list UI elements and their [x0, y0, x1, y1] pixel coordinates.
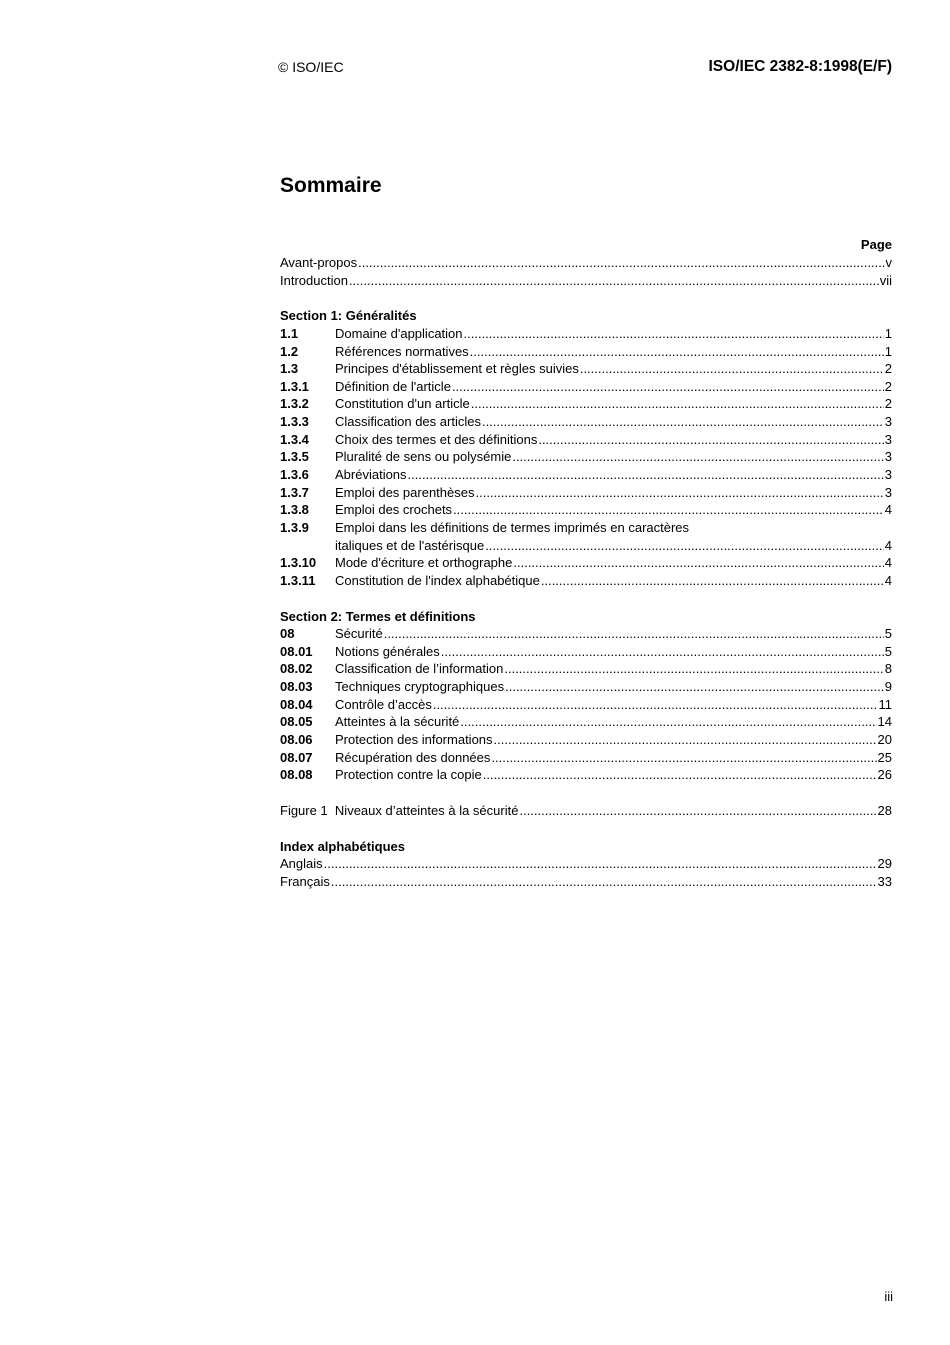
toc-entry-page: 29: [877, 856, 892, 872]
toc-entry-page: 8: [884, 661, 892, 677]
toc-entry[interactable]: [280, 378, 892, 396]
toc-entry[interactable]: [280, 431, 892, 449]
toc-entry-number: 1.3.5: [280, 449, 309, 465]
toc-entry-number: 08.06: [280, 732, 313, 748]
toc-entry-number: 1.3.7: [280, 484, 309, 500]
toc-entry-page: v: [885, 255, 892, 270]
toc-entry-page: 3: [884, 449, 892, 465]
index-heading: Index alphabétiques: [280, 838, 405, 854]
dot-leader: [475, 484, 883, 502]
toc-entry[interactable]: [280, 643, 892, 661]
section-1-heading: Section 1: Généralités: [280, 308, 417, 324]
dot-leader: [483, 766, 877, 784]
toc-entry-page: 2: [884, 378, 892, 394]
dot-leader: [452, 378, 884, 396]
dot-leader: [485, 537, 884, 555]
toc-entry-text: italiques et de l'astérisque: [335, 537, 485, 553]
toc-entry-text: Anglais: [280, 856, 323, 872]
toc-entry-page: 26: [877, 767, 892, 783]
toc-entry[interactable]: [280, 325, 892, 343]
toc-entry-number: 1.3: [280, 361, 299, 377]
toc-entry-page: 20: [877, 732, 892, 748]
dot-leader: [494, 731, 877, 749]
header-document-id: ISO/IEC 2382-8:1998(E/F): [708, 58, 892, 75]
toc-entry-text: Introduction: [280, 272, 348, 288]
toc-entry-page: 1: [884, 343, 892, 359]
toc-entry-text: Contrôle d’accès: [335, 696, 432, 712]
toc-entry-page: 5: [884, 643, 892, 659]
toc-entry[interactable]: [280, 766, 892, 784]
toc-entry-text: Choix des termes et des définitions: [335, 431, 538, 447]
toc-entry-text: Abréviations: [335, 467, 407, 483]
dot-leader: [384, 625, 884, 643]
dot-leader: [482, 413, 884, 431]
toc-entry[interactable]: [280, 484, 892, 502]
toc-entry[interactable]: [280, 554, 892, 572]
toc-entry-number: 1.3.4: [280, 431, 309, 447]
toc-entry[interactable]: [280, 678, 892, 696]
toc-entry-number: 1.3.9: [280, 519, 309, 535]
toc-entry-number: 08.01: [280, 643, 313, 659]
toc-entry[interactable]: [280, 360, 892, 378]
dot-leader: [358, 254, 884, 272]
dot-leader: [513, 554, 883, 572]
dot-leader: [441, 643, 884, 661]
toc-entry-text: Constitution de l'index alphabétique: [335, 572, 540, 588]
toc-entry[interactable]: [280, 625, 892, 643]
toc-entry-number: 08.07: [280, 749, 313, 765]
header-copyright: © ISO/IEC: [278, 59, 344, 75]
toc-entry[interactable]: [280, 448, 892, 466]
toc-entry-text: Définition de l'article: [335, 378, 451, 394]
toc-entry-text: Emploi des crochets: [335, 502, 453, 518]
toc-entry-page: 2: [884, 396, 892, 412]
toc-entry[interactable]: [280, 572, 892, 590]
toc-entry-text: Notions générales: [335, 643, 440, 659]
toc-entry-text: Classification de l’information: [335, 661, 504, 677]
toc-entry[interactable]: [280, 696, 892, 714]
toc-entry-page: 4: [884, 555, 892, 571]
toc-entry-text: Emploi dans les définitions de termes imprimés en caractères: [335, 519, 690, 535]
dot-leader: [470, 343, 884, 361]
dot-leader: [505, 678, 884, 696]
toc-entry-text: Références normatives: [335, 343, 469, 359]
toc-entry[interactable]: [280, 466, 892, 484]
toc-entry[interactable]: [280, 660, 892, 678]
toc-entry-index-francais[interactable]: [280, 873, 892, 891]
toc-entry-page: 4: [884, 537, 892, 553]
toc-entry-text: Techniques cryptographiques: [335, 679, 505, 695]
footer-page-number: iii: [884, 1289, 893, 1304]
toc-entry-page: 28: [877, 802, 892, 818]
dot-leader: [324, 855, 877, 873]
toc-entry[interactable]: [280, 713, 892, 731]
toc-entry[interactable]: [280, 413, 892, 431]
toc-entry-number: 1.3.1: [280, 378, 309, 394]
toc-entry-number: 1.1: [280, 325, 299, 341]
toc-entry-text: Pluralité de sens ou polysémie: [335, 449, 512, 465]
dot-leader: [471, 395, 884, 413]
page-title: Sommaire: [280, 174, 382, 197]
section-2-heading: Section 2: Termes et définitions: [280, 608, 476, 624]
toc-entry-page: 2: [884, 361, 892, 377]
toc-entry-page: 3: [884, 431, 892, 447]
toc-entry-number: 1.3.6: [280, 467, 309, 483]
dot-leader: [464, 325, 884, 343]
toc-entry-page: 11: [878, 696, 892, 712]
toc-entry-number: 08.04: [280, 696, 313, 712]
toc-entry[interactable]: [280, 395, 892, 413]
toc-entry-text: Domaine d'application: [335, 325, 463, 341]
toc-entry-page: 1: [884, 325, 892, 341]
toc-entry-page: 4: [884, 502, 892, 518]
toc-entry-page: 3: [884, 484, 892, 500]
toc-entry[interactable]: [280, 731, 892, 749]
toc-entry[interactable]: [280, 501, 892, 519]
toc-entry-number: 1.3.3: [280, 414, 309, 430]
dot-leader: [453, 501, 884, 519]
toc-entry-number: 1.3.8: [280, 502, 309, 518]
toc-entry-multiline[interactable]: [280, 519, 892, 537]
toc-entry-number: 1.2: [280, 343, 299, 359]
dot-leader: [491, 749, 876, 767]
toc-entry-number: 08.02: [280, 661, 313, 677]
toc-entry-text: Récupération des données: [335, 749, 491, 765]
dot-leader: [519, 802, 876, 820]
dot-leader: [504, 660, 883, 678]
toc-entry[interactable]: [280, 343, 892, 361]
toc-entry-number: 08.03: [280, 679, 313, 695]
toc-entry-number: 08.08: [280, 767, 313, 783]
toc-entry-page: 14: [877, 714, 892, 730]
toc-entry-text: Atteintes à la sécurité: [335, 714, 460, 730]
toc-entry-text: Français: [280, 873, 330, 889]
dot-leader: [541, 572, 884, 590]
dot-leader: [349, 272, 879, 290]
table-of-contents: [280, 236, 892, 891]
dot-leader: [512, 448, 883, 466]
toc-entry-page: 3: [884, 414, 892, 430]
dot-leader: [460, 713, 876, 731]
toc-entry-text: Classification des articles: [335, 414, 481, 430]
dot-leader: [408, 466, 884, 484]
toc-entry-text: Avant-propos: [280, 255, 358, 270]
toc-entry-number: 1.3.2: [280, 396, 309, 412]
toc-entry-page: 3: [884, 467, 892, 483]
toc-entry-page: 9: [884, 679, 892, 695]
toc-entry-introduction[interactable]: [280, 272, 892, 290]
toc-entry-text: Principes d'établissement et règles suivies: [335, 361, 579, 377]
toc-entry-page: 25: [877, 749, 892, 765]
toc-entry-text: Emploi des parenthèses: [335, 484, 475, 500]
toc-entry[interactable]: [280, 749, 892, 767]
toc-entry-text: Figure 1 Niveaux d’atteintes à la sécurité: [280, 802, 519, 818]
toc-entry-page: 5: [884, 626, 892, 642]
toc-entry-number: 1.3.10: [280, 555, 317, 571]
toc-entry-index-anglais[interactable]: [280, 855, 892, 873]
toc-entry-number: 08.05: [280, 714, 313, 730]
page-column-label: Page: [860, 237, 892, 252]
toc-entry-number: 1.3.11: [280, 572, 316, 588]
toc-entry-page: vii: [879, 272, 892, 288]
toc-entry-page: 33: [877, 873, 892, 889]
toc-entry-text: Protection contre la copie: [335, 767, 482, 783]
dot-leader: [538, 431, 883, 449]
toc-entry-text: Sécurité: [335, 626, 383, 642]
toc-entry-text: Mode d'écriture et orthographe: [335, 555, 513, 571]
dot-leader: [580, 360, 884, 378]
toc-entry-text: Constitution d'un article: [335, 396, 470, 412]
toc-entry-figure-1[interactable]: [280, 802, 892, 820]
toc-entry-number: 08: [280, 626, 295, 642]
toc-entry-page: 4: [884, 572, 892, 588]
dot-leader: [331, 873, 877, 891]
toc-entry-continuation[interactable]: [280, 537, 892, 555]
dot-leader: [433, 696, 878, 714]
toc-entry-avant-propos[interactable]: [280, 254, 892, 272]
toc-entry-text: Protection des informations: [335, 732, 493, 748]
